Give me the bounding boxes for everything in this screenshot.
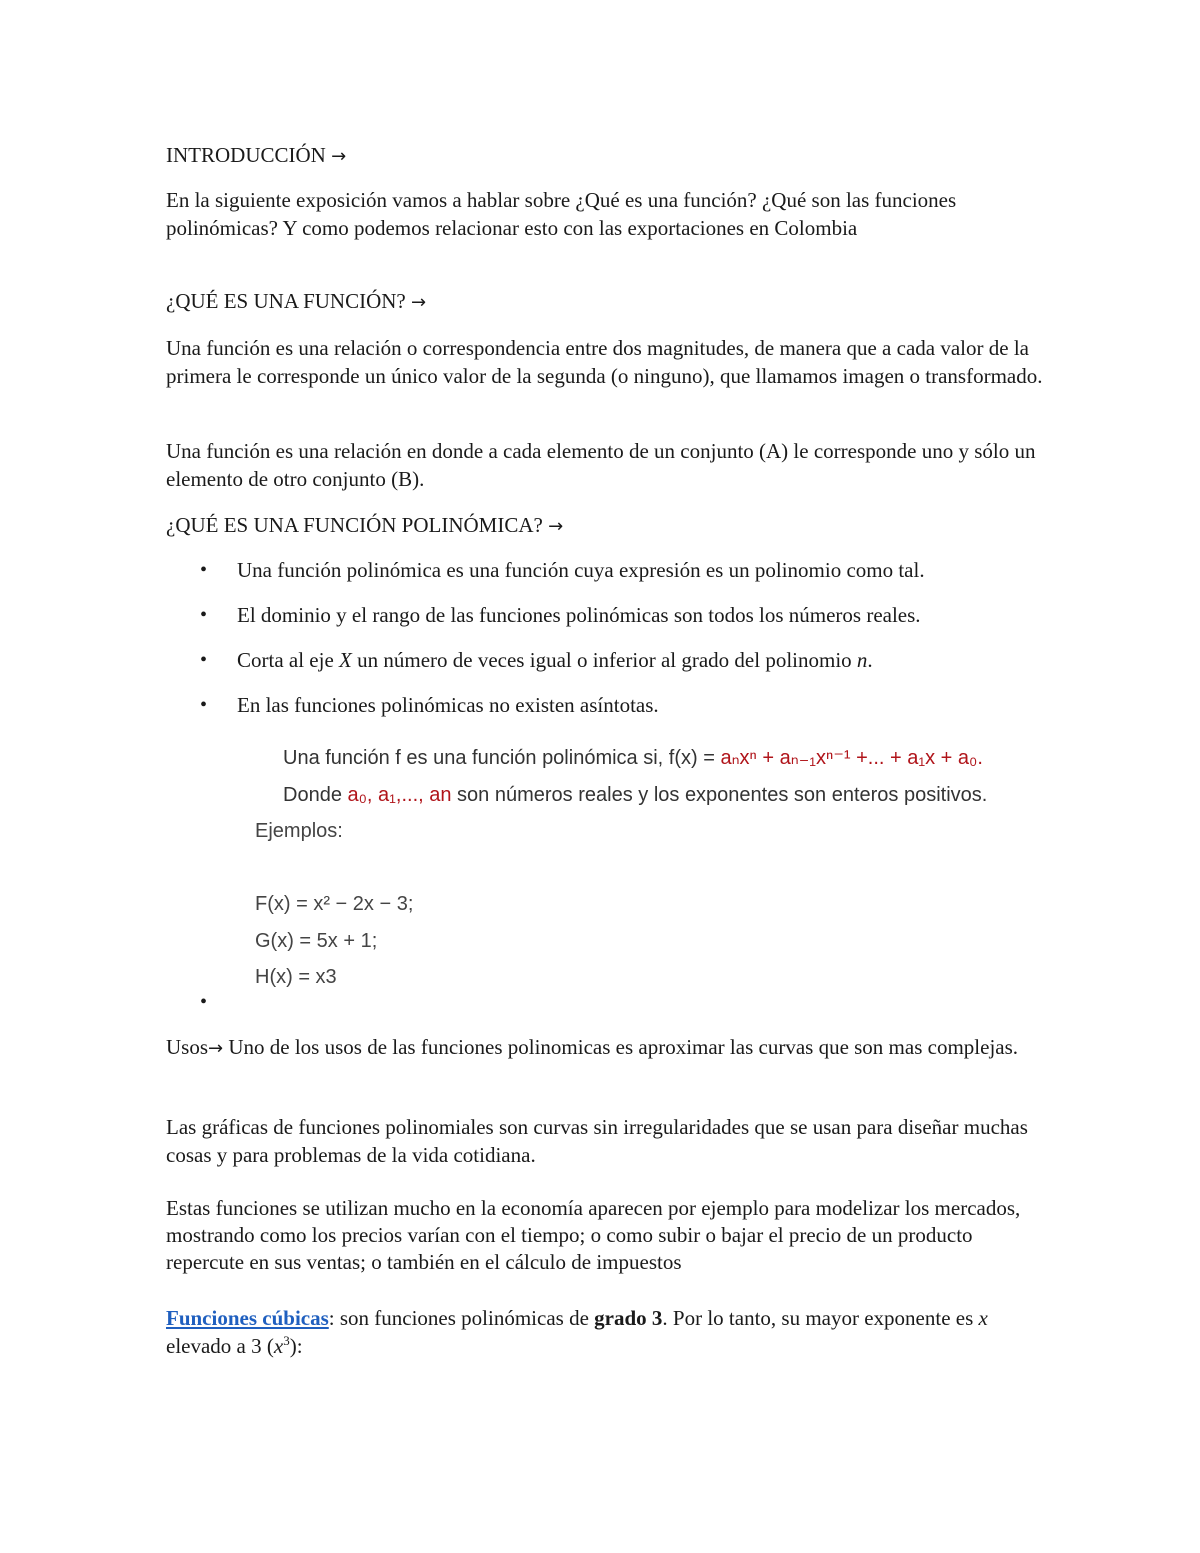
heading-introduccion	[166, 141, 1046, 171]
heading-text: ¿QUÉ ES UNA FUNCIÓN POLINÓMICA?	[166, 513, 543, 537]
image-example-2: G(x) = 5x + 1;	[255, 930, 378, 952]
bullet-icon: •	[200, 991, 208, 1013]
definition-paragraph-2: Una función es una relación en donde a cada elemento de un conjunto (A) le corresponde uno y sólo un elemento de otro conjunto (B).	[166, 439, 1036, 491]
graficas-paragraph: Las gráficas de funciones polinomiales son curvas sin irregularidades que se usan para diseñar muchas cosas y para problemas de la vida cotidiana.	[166, 1115, 1028, 1167]
bullet-item-1: Una función polinómica es una función cuya expresión es un polinomio como tal.	[237, 558, 925, 582]
definition-paragraph-1: Una función es una relación o correspondencia entre dos magnitudes, de manera que a cada valor de la primera le corresponde un único valor de la segunda (o ninguno), que llamamos imagen o transformado.	[166, 336, 1043, 388]
arrow-right-icon: →	[208, 1038, 224, 1059]
cubicas-paragraph: Funciones cúbicas: son funciones polinómicas de grado 3. Por lo tanto, su mayor exponente es x elevado a 3 $(x^3)$:	[166, 1306, 988, 1358]
bullet-icon: •	[200, 649, 208, 671]
economia-paragraph: Estas funciones se utilizan mucho en la economía aparecen por ejemplo para modelizar los mercados, mostrando como los precios varían con el tiempo; o como subir o bajar el precio de un producto repercute en sus ventas; o también en el cálculo de impuestos	[166, 1196, 1021, 1274]
arrow-right-icon: →	[411, 292, 427, 313]
funciones-cubicas-link[interactable]: Funciones cúbicas	[166, 1306, 329, 1330]
heading-text: INTRODUCCIÓN	[166, 143, 326, 167]
bullet-item-2: El dominio y el rango de las funciones polinómicas son todos los números reales.	[237, 603, 921, 627]
heading-text: ¿QUÉ ES UNA FUNCIÓN?	[166, 289, 406, 313]
heading-que-es-funcion	[166, 287, 1046, 317]
image-ejemplos-label: Ejemplos:	[255, 820, 343, 842]
usos-paragraph: Usos→ Uno de los usos de las funciones polinomicas es aproximar las curvas que son mas complejas.	[166, 1035, 1019, 1059]
bullet-item-4: En las funciones polinómicas no existen asíntotas.	[237, 693, 659, 717]
bullet-item-3: Corta al eje X un número de veces igual o inferior al grado del polinomio n.	[237, 648, 873, 672]
arrow-right-icon: →	[548, 516, 564, 537]
intro-paragraph: En la siguiente exposición vamos a hablar sobre ¿Qué es una función? ¿Qué son las funciones polinómicas? Y como podemos relacionar esto con las exportaciones en Colombia	[166, 188, 957, 240]
heading-funcion-polinomica	[166, 511, 1046, 541]
bullet-icon: •	[200, 604, 208, 626]
image-example-1: F(x) = x² − 2x − 3;	[255, 893, 414, 915]
bullet-icon: •	[200, 559, 208, 581]
image-coefficients-line: Donde a₀, a₁,..., an son números reales y los exponentes son enteros positivos.	[283, 784, 988, 806]
image-definition-line: Una función f es una función polinómica si, f(x) = aₙxⁿ + aₙ₋₁xⁿ⁻¹ +... + a₁x + a₀.	[283, 747, 983, 769]
arrow-right-icon: →	[331, 146, 347, 167]
image-example-3: H(x) = x3	[255, 966, 337, 988]
bullet-icon: •	[200, 694, 208, 716]
